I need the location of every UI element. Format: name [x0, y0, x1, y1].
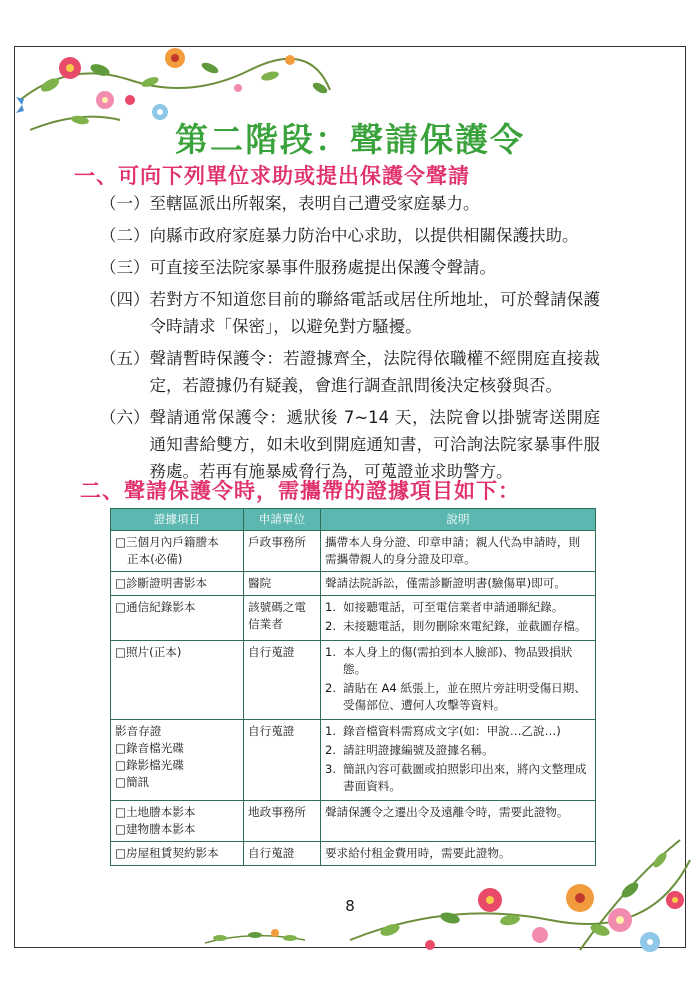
list-item	[100, 404, 600, 485]
floral-decoration-bottom-left	[200, 925, 310, 950]
description-cell	[321, 720, 596, 801]
description-cell: 聲請保護令之遷出令及遠離令時，需要此證物。	[321, 801, 596, 842]
evidence-cell: □通信紀錄影本	[111, 596, 244, 641]
evidence-item: □三個月內戶籍謄本	[115, 535, 219, 549]
item-number: （三）	[100, 258, 150, 277]
col-header-evidence: 證據項目	[111, 509, 244, 531]
item-number: （二）	[100, 226, 150, 245]
unit-cell: 自行蒐證	[244, 842, 321, 866]
description-cell: 聲請法院訴訟，僅需診斷證明書(驗傷單)即可。	[321, 572, 596, 596]
unit-cell: 該號碼之電信業者	[244, 596, 321, 641]
list-item	[100, 345, 600, 399]
list-item	[100, 190, 600, 217]
table-row	[111, 572, 596, 596]
evidence-cell: □照片(正本)	[111, 641, 244, 720]
page-number: 8	[345, 897, 355, 915]
section-1-heading: 一、可向下列單位求助或提出保護令聲請	[74, 164, 470, 188]
table-row	[111, 842, 596, 866]
evidence-item: □錄音檔光碟	[115, 741, 184, 755]
step-text: 未接聽電話，則勿刪除來電紀錄，並截圖存檔。	[343, 619, 587, 633]
step-text: 請貼在 A4 紙張上，並在照片旁註明受傷日期、受傷部位、遭何人攻擊等資料。	[343, 681, 586, 712]
step-text: 錄音檔資料需寫成文字(如：甲說…乙說…)	[343, 724, 561, 738]
evidence-group-heading: 影音存證	[115, 724, 162, 738]
evidence-table	[110, 508, 596, 866]
item-number: （一）	[100, 194, 150, 213]
item-text: 聲請暫時保護令：若證據齊全，法院得依職權不經開庭直接裁定，若證據仍有疑義，會進行調查訊問後決定核發與否。	[149, 349, 600, 395]
step-number: 2.	[325, 743, 337, 757]
list-item	[100, 222, 600, 249]
unit-cell: 地政事務所	[244, 801, 321, 842]
table-row	[111, 641, 596, 720]
evidence-cell	[111, 720, 244, 801]
description-cell	[321, 641, 596, 720]
item-number: （五）	[100, 349, 150, 368]
list-item	[100, 286, 600, 340]
item-number: （四）	[100, 290, 150, 309]
table-row	[111, 720, 596, 801]
item-text: 至轄區派出所報案，表明自己遭受家庭暴力。	[149, 194, 480, 213]
step-text: 本人身上的傷(需拍到本人臉部)、物品毀損狀態。	[343, 645, 573, 676]
evidence-cell	[111, 801, 244, 842]
item-text: 向縣市政府家庭暴力防治中心求助，以提供相關保護扶助。	[149, 226, 579, 245]
step-number: 3.	[325, 762, 337, 776]
evidence-item: □土地謄本影本	[115, 805, 196, 819]
step-number: 1.	[325, 724, 337, 738]
evidence-cell	[111, 531, 244, 572]
unit-cell: 醫院	[244, 572, 321, 596]
col-header-unit: 申請單位	[244, 509, 321, 531]
step-number: 1.	[325, 645, 337, 659]
step-text: 簡訊內容可截圖或拍照影印出來，將內文整理成書面資料。	[343, 762, 587, 793]
evidence-item-note: 正本(必備)	[127, 552, 183, 566]
step-number: 2.	[325, 619, 337, 633]
unit-cell: 戶政事務所	[244, 531, 321, 572]
description-cell: 攜帶本人身分證、印章申請；親人代為申請時，則需攜帶親人的身分證及印章。	[321, 531, 596, 572]
col-header-description: 說明	[321, 509, 596, 531]
table-row	[111, 801, 596, 842]
evidence-item: □簡訊	[115, 775, 150, 789]
step-text: 請註明證據編號及證據名稱。	[343, 743, 494, 757]
evidence-cell: □房屋租賃契約影本	[111, 842, 244, 866]
description-cell: 要求給付租金費用時，需要此證物。	[321, 842, 596, 866]
help-items-list	[100, 190, 600, 490]
step-number: 1.	[325, 600, 337, 614]
section-2-heading: 二、聲請保護令時，需攜帶的證據項目如下：	[80, 479, 520, 503]
table-header-row	[111, 509, 596, 531]
evidence-cell: □診斷證明書影本	[111, 572, 244, 596]
unit-cell: 自行蒐證	[244, 720, 321, 801]
evidence-item: □建物謄本影本	[115, 822, 196, 836]
table-row	[111, 596, 596, 641]
list-item	[100, 254, 600, 281]
unit-cell: 自行蒐證	[244, 641, 321, 720]
description-cell	[321, 596, 596, 641]
item-text: 可直接至法院家暴事件服務處提出保護令聲請。	[149, 258, 496, 277]
step-text: 如接聽電話，可至電信業者申請通聯紀錄。	[343, 600, 564, 614]
item-text: 若對方不知道您目前的聯絡電話或居住所地址，可於聲請保護令時請求「保密」，以避免對方騷擾。	[149, 290, 600, 336]
item-text: 聲請通常保護令：遞狀後 7~14 天，法院會以掛號寄送開庭通知書給雙方，如未收到開庭通知書，可洽詢法院家暴事件服務處。若再有施暴威脅行為，可蒐證並求助警方。	[149, 408, 600, 481]
evidence-item: □錄影檔光碟	[115, 758, 184, 772]
item-number: （六）	[100, 408, 150, 427]
page-title: 第二階段：聲請保護令	[175, 120, 525, 159]
step-number: 2.	[325, 681, 337, 695]
table-row	[111, 531, 596, 572]
